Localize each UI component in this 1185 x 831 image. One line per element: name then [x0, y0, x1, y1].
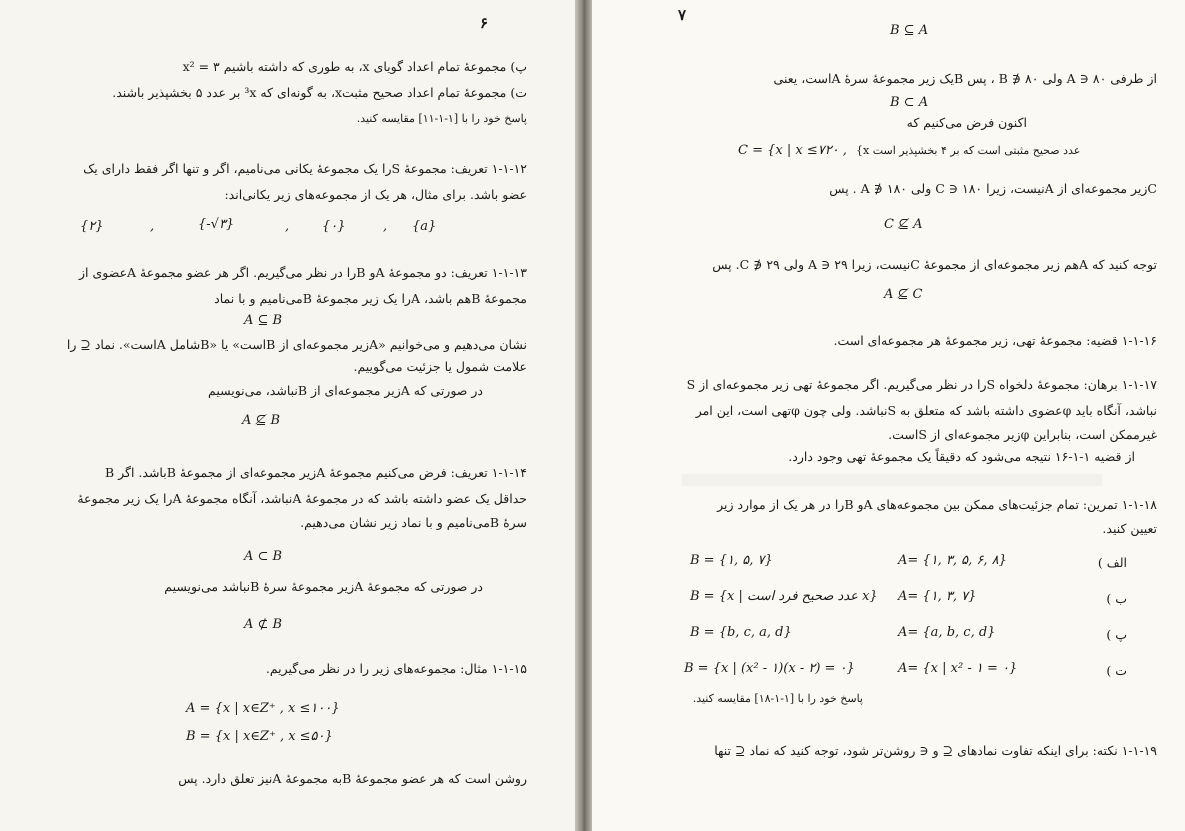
text-line: ت) مجموعهٔ تمام اعداد صحیح مثبتx، به گونه‌ای که ³x بر عدد ۵ بخشپذیر باشند. [112, 85, 527, 100]
singleton-set: {-√۳} [198, 217, 235, 232]
page-number: ۶ [480, 14, 489, 32]
exercise-label: الف ) [1097, 555, 1127, 570]
singleton-set: {۰} [322, 219, 346, 234]
text-line: مجموعهٔ Bهم باشد، Aرا یک زیر مجموعهٔ Bمی‌نامیم و با نماد [214, 291, 527, 306]
example-heading: ۱-۱-۱۵ مثال: مجموعه‌های زیر را در نظر می‌گیریم. [265, 661, 527, 676]
definition-heading: ۱-۱-۱۲ تعریف: مجموعهٔ Sرا یک مجموعهٔ یکانی می‌نامیم، اگر و تنها اگر فقط دارای یک [83, 161, 527, 176]
text-line: از طرفی A ∋ ۸۰ ولی B ∌ ۸۰ ، پس Bیک زیر مجموعهٔ سرهٔ Aاست، یعنی [773, 71, 1157, 86]
exercise-label: پ ) [1106, 627, 1127, 642]
formula: B ⊂ A [890, 95, 929, 110]
formula: B = {x | x∈Z⁺ , x ≤۵۰} [186, 729, 333, 744]
bleed-through [682, 474, 1102, 486]
exercise-set-b: B = {x | (x² - ۱)(x - ۲) = ۰} [684, 661, 855, 676]
formula: A ⊈ C [884, 287, 923, 302]
exercise-label: ب ) [1106, 591, 1127, 606]
formula: B ⊆ A [890, 23, 929, 38]
text-line: روشن است که هر عضو مجموعهٔ Bبه مجموعهٔ Aنیز تعلق دارد. پس [178, 771, 527, 786]
formula: A ⊆ B [244, 313, 283, 328]
exercise-set-a: A= {۱, ۳, ۷} [898, 589, 977, 604]
text-line: اکنون فرض می‌کنیم که [906, 115, 1027, 130]
left-page [0, 0, 575, 831]
text-line: در صورتی که Aزیر مجموعه‌ای از Bنباشد، می‌نویسیم [208, 383, 483, 398]
note-heading: ۱-۱-۱۹ نکته: برای اینکه تفاوت نمادهای ⊆ و ∈ روشن‌تر شود، توجه کنید که نماد ⊆ تنها [714, 743, 1157, 758]
right-page [592, 0, 1185, 831]
exercise-set-a: A= {a, b, c, d} [898, 625, 996, 640]
formula: A ⊈ B [242, 413, 281, 428]
definition-heading: ۱-۱-۱۳ تعریف: دو مجموعهٔ Aو Bرا در نظر می‌گیریم. اگر هر عضو مجموعهٔ Aعضوی از [79, 265, 527, 280]
text-line: از قضیه ۱-۱-۱۶ نتیجه می‌شود که دقیقاً یک مجموعهٔ تهی وجود دارد. [788, 449, 1135, 464]
text-line: نباشد، آنگاه باید φعضوی داشته باشد که متعلق به Sنباشد. ولی چون φتهی است، این امر [695, 403, 1157, 418]
text-line: عدد صحیح مثبتی است که بر ۴ بخشپذیر است x} [856, 144, 1081, 157]
formula: C = {x | x ≤۷۲۰ , [738, 143, 847, 158]
exercise-set-a: A= {۱, ۳, ۵, ۶, ۸} [898, 553, 1007, 568]
text-line: پ) مجموعهٔ تمام اعداد گویای x، به طوری که داشته باشیم ۳ = x² [182, 59, 527, 74]
exercise-set-b: B = {x | عدد صحیح فرد است x} [690, 589, 878, 604]
separator: , [150, 219, 155, 234]
text-line: غیرممکن است، بنابراین φزیر مجموعه‌ای از Sاست. [888, 427, 1157, 442]
formula: A ⊂ B [244, 549, 283, 564]
singleton-set: {a} [412, 219, 437, 234]
theorem-heading: ۱-۱-۱۶ قضیه: مجموعهٔ تهی، زیر مجموعهٔ هر مجموعه‌ای است. [833, 333, 1157, 348]
text-line: پاسخ خود را با [۱-۱-۱۸] مقایسه کنید. [692, 692, 863, 705]
formula: A = {x | x∈Z⁺ , x ≤۱۰۰} [186, 701, 340, 716]
exercise-set-b: B = {۱, ۵, ۷} [690, 553, 773, 568]
exercise-heading: ۱-۱-۱۸ تمرین: تمام جزئیت‌های ممکن بین مجموعه‌های Aو Bرا در هر یک از موارد زیر [717, 497, 1157, 512]
exercise-set-a: A= {x | x² - ۱ = ۰} [898, 661, 1018, 676]
exercise-label: ت ) [1106, 663, 1127, 678]
text-line: تعیین کنید. [1102, 521, 1157, 536]
separator: , [383, 219, 388, 234]
text-line: نشان می‌دهیم و می‌خوانیم «Aزیر مجموعه‌ای از Bاست» یا «Bشامل Aاست». نماد ⊆ را [66, 337, 527, 352]
book-gutter [575, 0, 592, 831]
text-line: پاسخ خود را با [۱-۱-۱۱] مقایسه کنید. [356, 112, 527, 125]
proof-heading: ۱-۱-۱۷ برهان: مجموعهٔ دلخواه Sرا در نظر می‌گیریم. اگر مجموعهٔ تهی زیر مجموعه‌ای از S [686, 377, 1157, 392]
formula: C ⊈ A [884, 217, 923, 232]
text-line: در صورتی که مجموعهٔ Aزیر مجموعهٔ سرهٔ Bنباشد می‌نویسیم [164, 579, 483, 594]
definition-heading: ۱-۱-۱۴ تعریف: فرض می‌کنیم مجموعهٔ Aزیر مجموعه‌ای از مجموعهٔ Bباشد. اگر B [104, 465, 527, 480]
exercise-set-b: B = {b, c, a, d} [690, 625, 792, 640]
text-line: حداقل یک عضو داشته باشد که در مجموعهٔ Aنباشد، آنگاه مجموعهٔ Aرا یک زیر مجموعهٔ [77, 491, 527, 506]
separator: , [285, 219, 290, 234]
text-line: علامت شمول یا جزئیت می‌گوییم. [353, 359, 527, 374]
text-line: سرهٔ Bمی‌نامیم و با نماد زیر نشان می‌دهیم. [300, 515, 527, 530]
text-line: Cزیر مجموعه‌ای از Aنیست، زیرا C ∋ ۱۸۰ ولی A ∌ ۱۸۰ . پس [829, 181, 1157, 196]
formula: A ⊄ B [244, 617, 283, 632]
text-line: توجه کنید که Aهم زیر مجموعه‌ای از مجموعهٔ Cنیست، زیرا A ∋ ۲۹ ولی C ∌ ۲۹. پس [712, 257, 1157, 272]
text-line: عضو باشد. برای مثال، هر یک از مجموعه‌های زیر یکانی‌اند: [224, 187, 527, 202]
singleton-set: {۲} [80, 219, 104, 234]
page-number: ۷ [678, 6, 687, 24]
